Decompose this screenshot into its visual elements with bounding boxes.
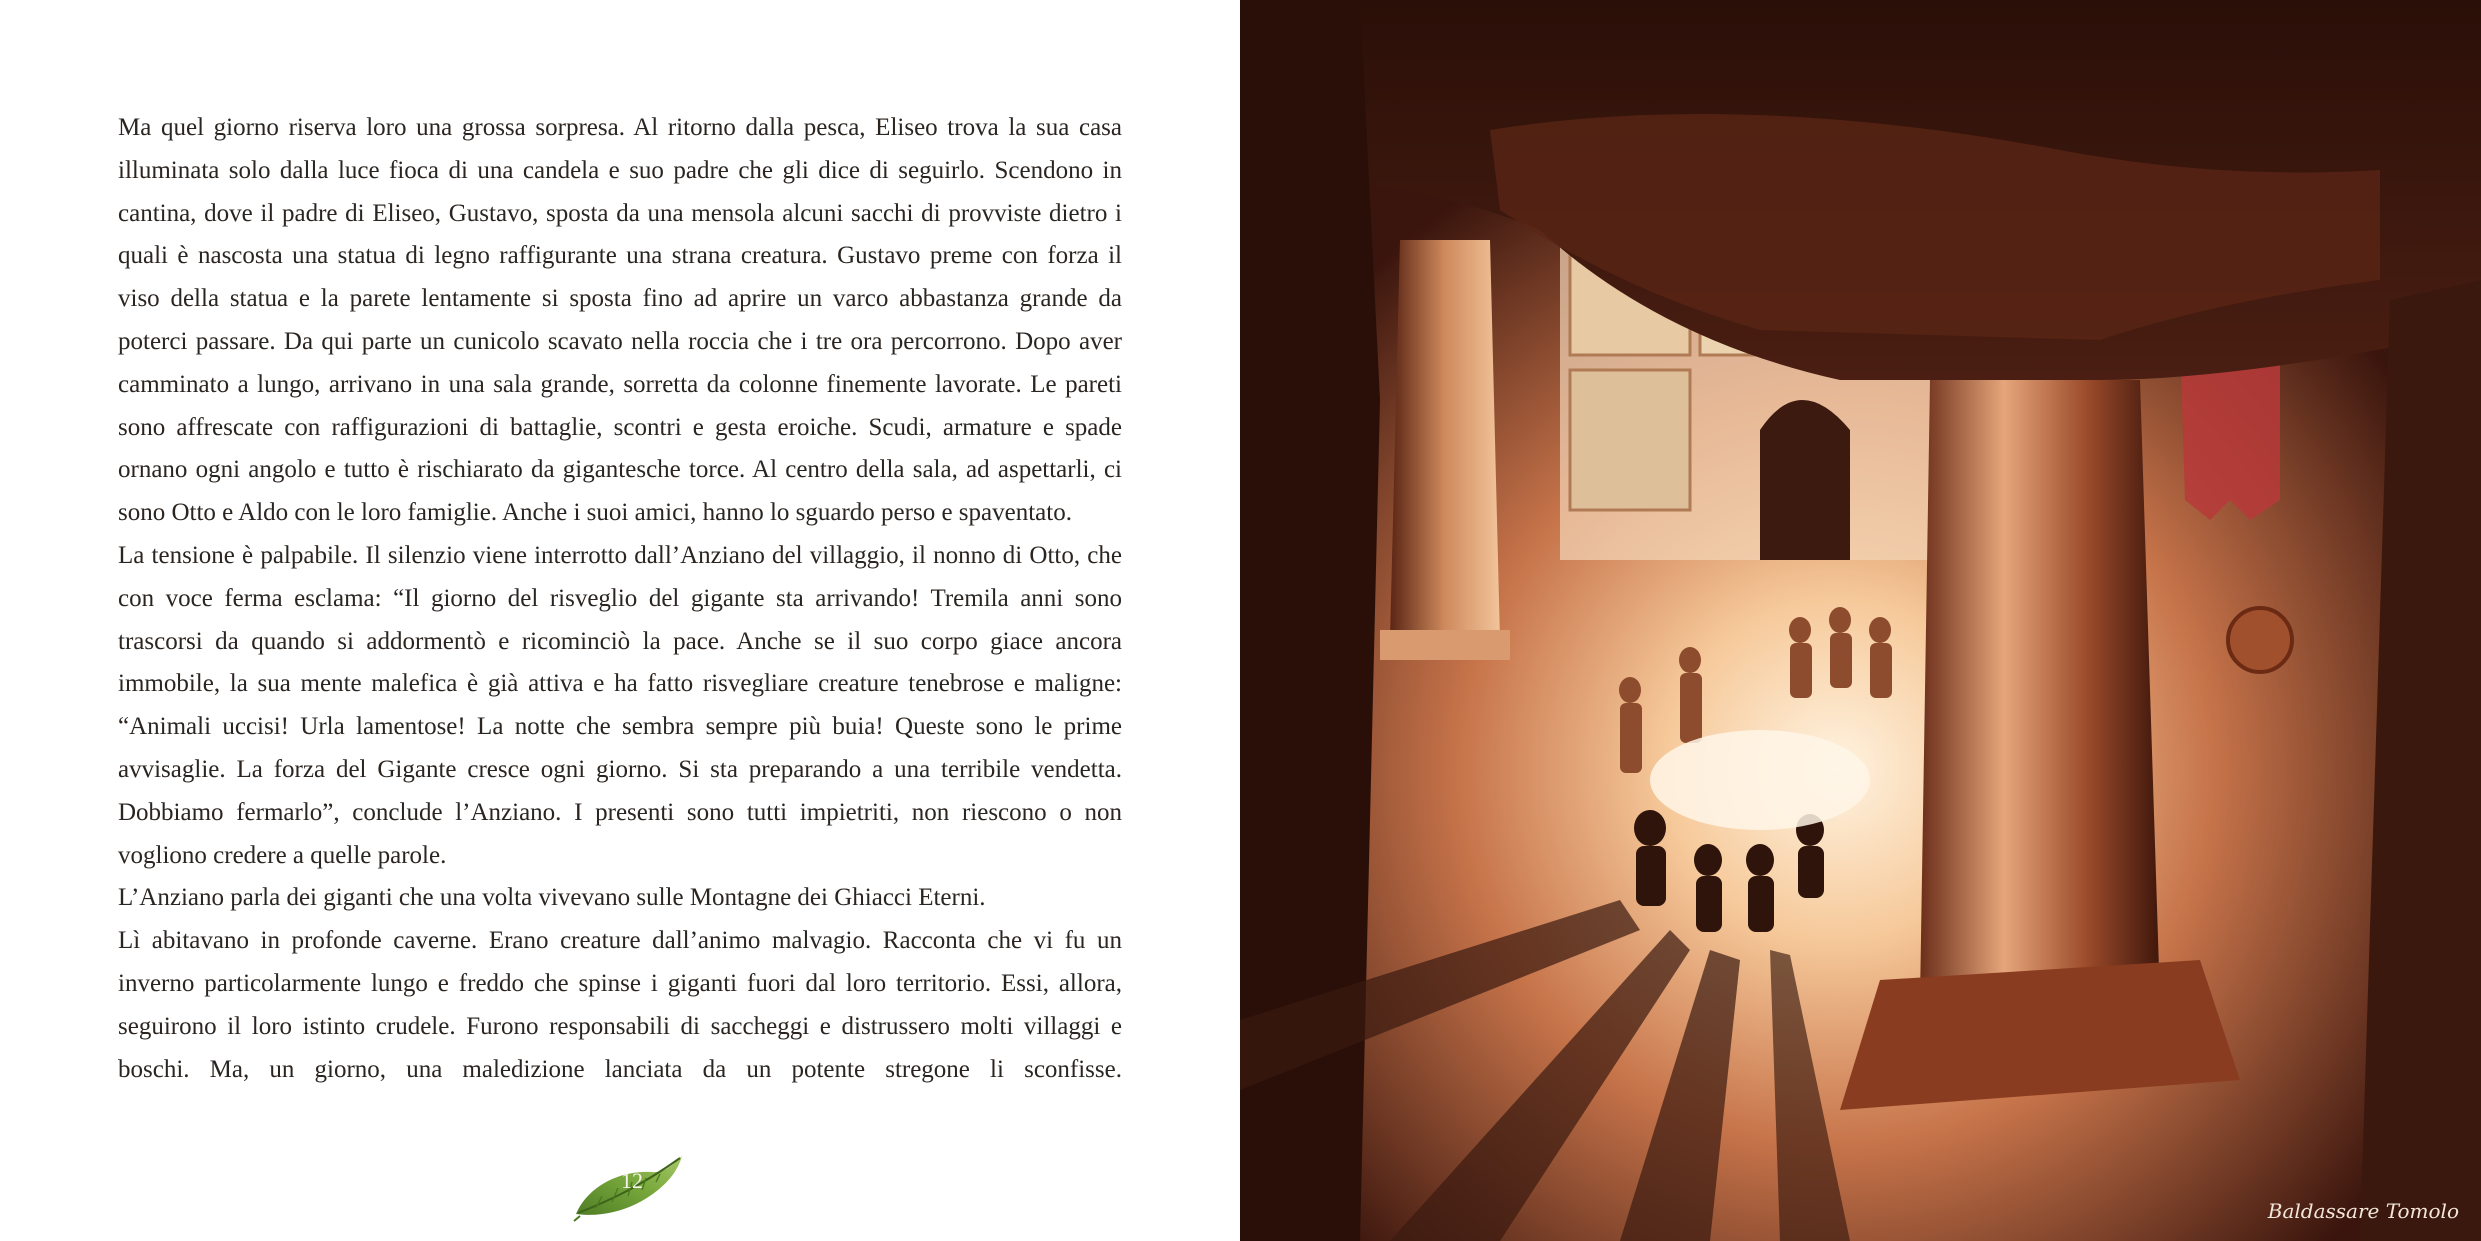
artist-signature: Baldassare Tomolo [2267, 1199, 2459, 1223]
paragraph-4: Lì abitavano in profonde caverne. Erano creature dall’animo malvagio. Racconta che vi fu un inverno particolarmente lungo e freddo che spinse i giganti fuori dal loro territorio. Essi, allora, seguirono il loro istinto crudele. Furono responsabili di saccheggi e distrussero molti villaggi e boschi. Ma, un giorno, una maledizione lanciata da un potente stregone li sconfisse. [118, 927, 1122, 1083]
illustration-underground-hall [1240, 0, 2481, 1241]
page-number: 12 [621, 1168, 643, 1193]
right-page [1240, 0, 2481, 1241]
left-page [0, 0, 1240, 1241]
story-text [118, 107, 1122, 1091]
paragraph-3: L’Anziano parla dei giganti che una volta vivevano sulle Montagne dei Ghiacci Eterni. [118, 884, 986, 912]
page-number-ornament [572, 1152, 690, 1222]
paragraph-1: Ma quel giorno riserva loro una grossa sorpresa. Al ritorno dalla pesca, Eliseo trova la sua casa illuminata solo dalla luce fioca di una candela e suo padre che gli dice di seguirlo. Scendono in cantina, dove il padre di Eliseo, Gustavo, sposta da una mensola alcuni sacchi di provviste dietro i quali è nascosta una statua di legno raffigurante una strana creatura. Gustavo preme con forza il viso della statua e la parete lentamente si sposta fino ad aprire un varco abbastanza grande da poterci passare. Da qui parte un cunicolo scavato nella roccia che i tre ora percorrono. Dopo aver camminato a lungo, arrivano in una sala grande, sorretta da colonne finemente lavorate. Le pareti sono affrescate con raffigurazioni di battaglie, scontri e gesta eroiche. Scudi, armature e spade ornano ogni angolo e tutto è rischiarato da gigantesche torce. Al centro della sala, ad aspettarli, ci sono Otto e Aldo con le loro famiglie. Anche i suoi amici, hanno lo sguardo perso e spaventato. [118, 114, 1122, 527]
paragraph-2: La tensione è palpabile. Il silenzio viene interrotto dall’Anziano del villaggio, il nonno di Otto, che con voce ferma esclama: “Il giorno del risveglio del gigante sta arrivando! Tremila anni sono trascorsi da quando si addormentò e ricominciò la pace. Anche se il suo corpo giace ancora immobile, la sua mente malefica è già attiva e ha fatto risvegliare creature tenebrose e maligne: “Animali uccisi! Urla lamentose! La notte che sembra sempre più buia! Queste sono le prime avvisaglie. La forza del Gigante cresce ogni giorno. Si sta preparando a una terribile vendetta. Dobbiamo fermarlo”, conclude l’Anziano. I presenti sono tutti impietriti, non riescono o non vogliono credere a quelle parole. [118, 541, 1122, 869]
